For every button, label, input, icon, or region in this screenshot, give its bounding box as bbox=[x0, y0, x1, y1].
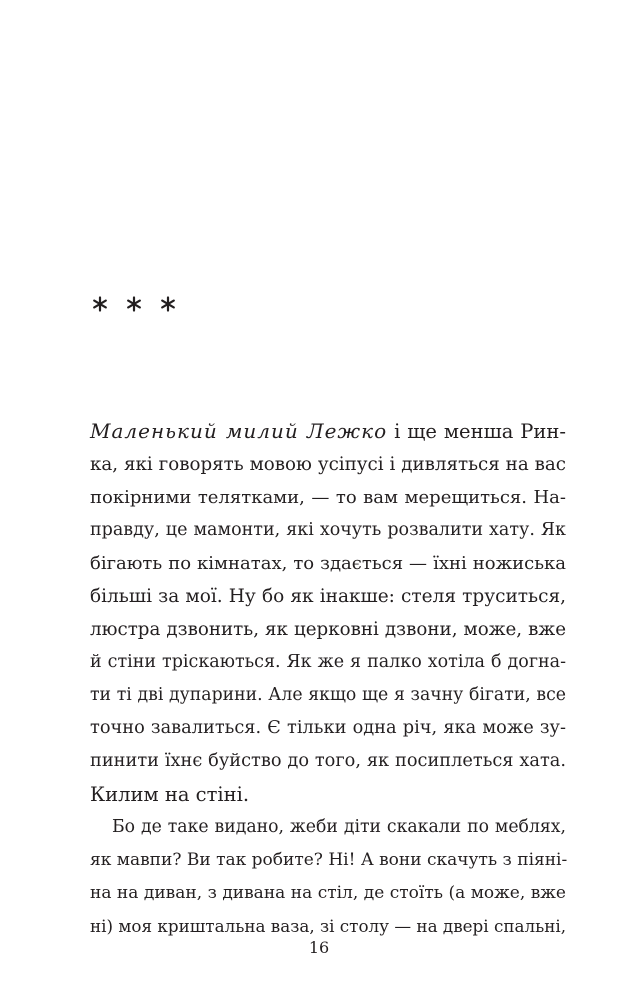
text-line: Маленький милий Лежко і ще менша Рин- bbox=[90, 419, 566, 443]
body-text bbox=[90, 415, 566, 943]
page-number: 16 bbox=[308, 938, 330, 957]
text-line: більші за мої. Ну бо як інакше: стеля труситься, bbox=[90, 586, 566, 607]
text-line: бігають по кімнатах, то здається — їхні ножиська bbox=[90, 553, 566, 574]
paragraph bbox=[90, 415, 566, 811]
text-line: Килим на стіні. bbox=[90, 783, 250, 806]
section-separator bbox=[92, 296, 176, 312]
text-line: ка, які говорять мовою усіпусі і дивляться на вас bbox=[90, 454, 566, 475]
text-line: ти ті дві дупарини. Але якщо ще я зачну бігати, все bbox=[90, 685, 566, 705]
text-line: Бо де таке видано, жеби діти скакали по меблях, bbox=[112, 817, 566, 837]
asterisk-icon bbox=[126, 296, 142, 312]
paragraph bbox=[90, 811, 566, 943]
asterisk-icon bbox=[160, 296, 176, 312]
text-line: точно завалиться. Є тільки одна річ, яка може зу- bbox=[90, 718, 566, 738]
text-line: ні) моя криштальна ваза, зі столу — на двері спальні, bbox=[90, 916, 567, 936]
text-line: як мавпи? Ви так робите? Ні! А вони скачуть з піяні- bbox=[90, 850, 568, 870]
text-line: люстра дзвонить, як церковні дзвони, може, вже bbox=[90, 619, 566, 640]
asterisk-icon bbox=[92, 296, 108, 312]
text-line: й стіни тріскаються. Як же я палко хотіла б догна- bbox=[90, 652, 566, 672]
text-line: на на диван, з дивана на стіл, де стоїть (а може, вже bbox=[90, 883, 566, 903]
text-line: покірними телятками, — то вам мерещиться. На- bbox=[90, 487, 566, 508]
handwritten-phrase: Маленький милий Лежко bbox=[90, 419, 388, 443]
text-line: пинити їхнє буйство до того, як посиплеться хата. bbox=[90, 751, 566, 771]
text-line: правду, це мамонти, які хочуть розвалити хату. Як bbox=[90, 520, 566, 540]
